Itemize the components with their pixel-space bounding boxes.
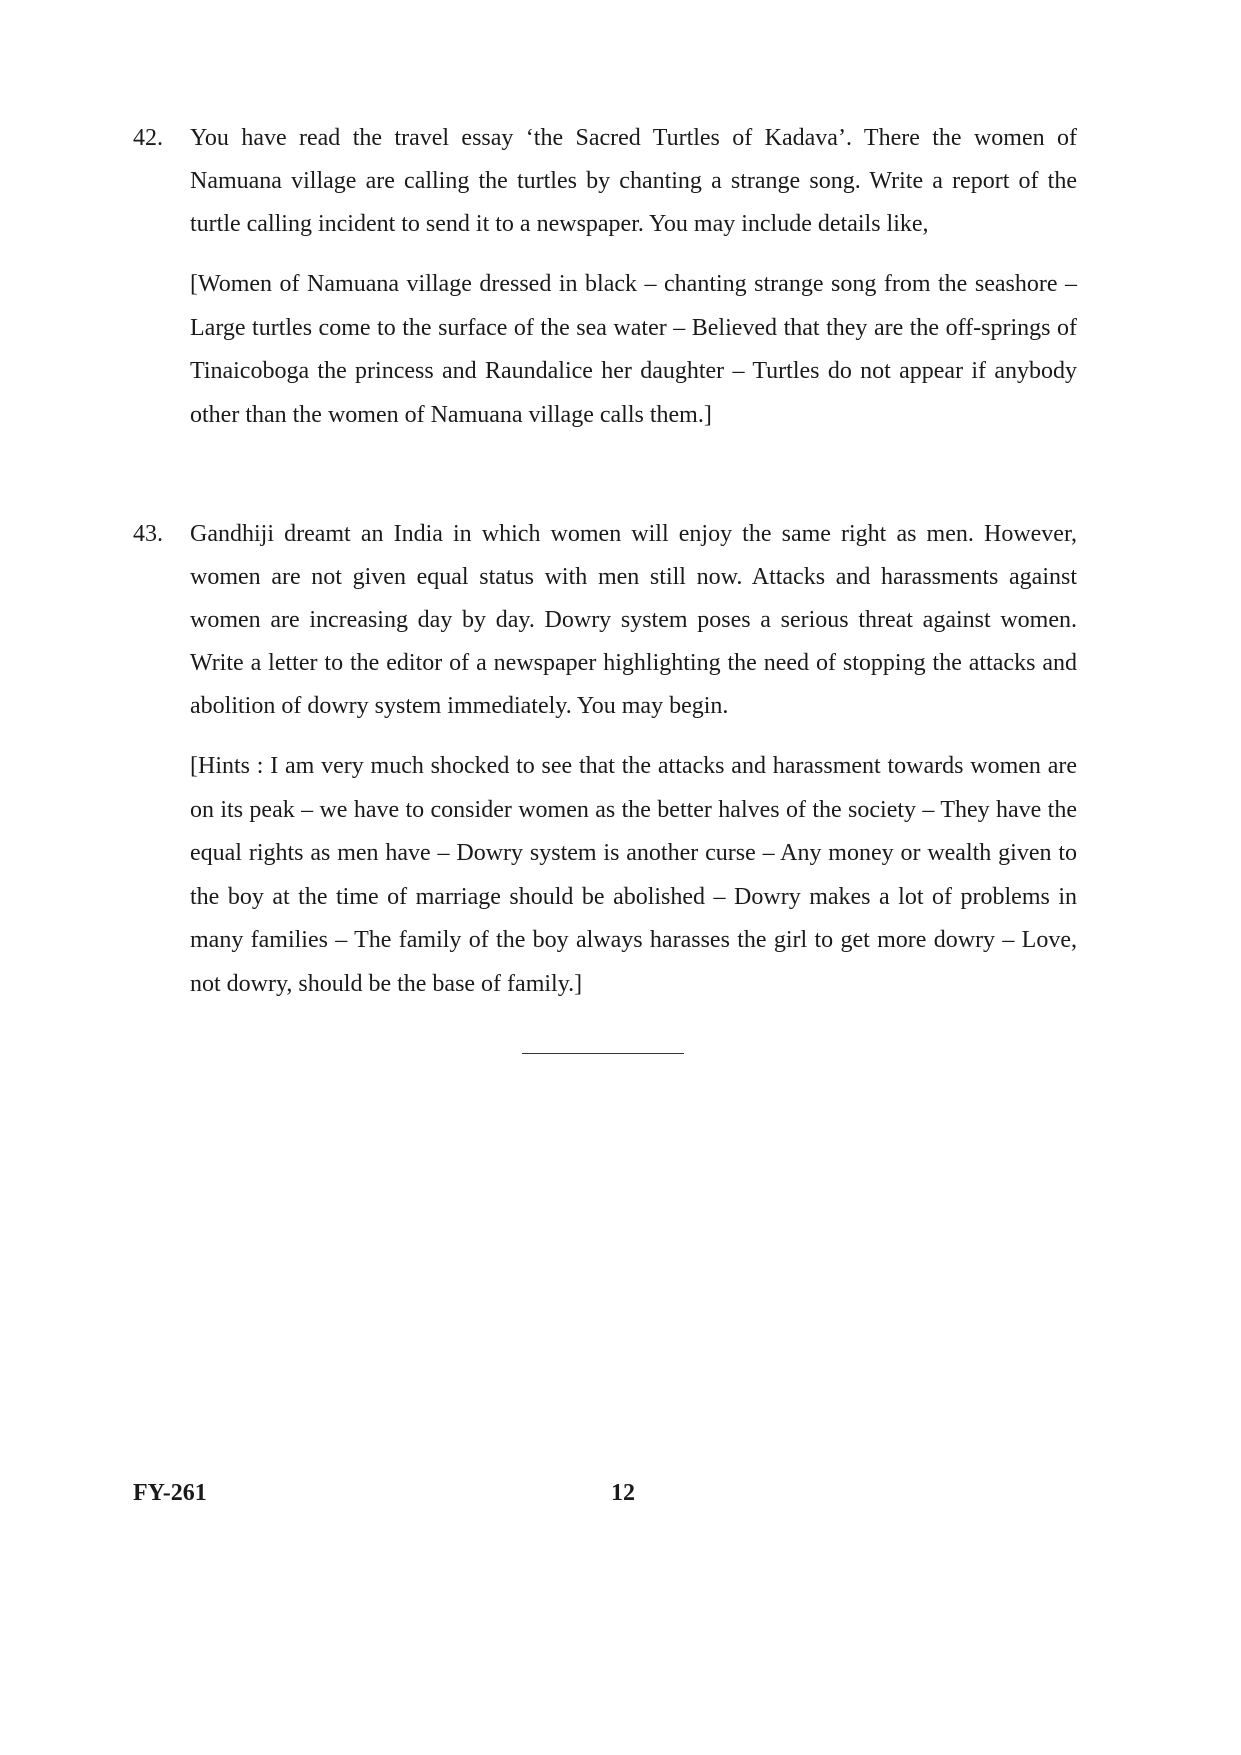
question-number: 42. xyxy=(133,125,163,151)
question-text: Gandhiji dreamt an India in which women will enjoy the same right as men. However, women are not given equal status with men still now. Attacks and harassments against women are increasing day by day. Dowry system poses a serious threat against women. Write a letter to the editor of a newspaper highlighting the need of stopping the attacks and abolition of dowry system immediately. You may begin. xyxy=(190,521,1077,719)
end-divider xyxy=(522,1053,684,1054)
page-number: 12 xyxy=(611,1480,635,1506)
question-text: You have read the travel essay ‘the Sacred Turtles of Kadava’. There the women of Namuana village are calling the turtles by chanting a strange song. Write a report of the turtle calling incident to send it to a newspaper. You may include details like, xyxy=(190,125,1077,237)
question-body xyxy=(190,117,1077,437)
paper-code: FY-261 xyxy=(133,1480,207,1506)
question-hint: [Women of Namuana village dressed in black – chanting strange song from the seashore – Large turtles come to the surface of the sea water – Believed that they are the off-springs of Tinaicoboga the princess and Raundalice her daughter – Turtles do not appear if anybody other than the women of Namuana village calls them.] xyxy=(190,271,1077,428)
question-42 xyxy=(133,117,1077,437)
question-number: 43. xyxy=(133,521,163,547)
question-body xyxy=(190,513,1077,1006)
question-hint: [Hints : I am very much shocked to see that the attacks and harassment towards women are on its peak – we have to consider women as the better halves of the society – They have the equal rights as men have – Dowry system is another curse – Any money or wealth given to the boy at the time of marriage should be abolished – Dowry makes a lot of problems in many families – The family of the boy always harasses the girl to get more dowry – Love, not dowry, should be the base of family.] xyxy=(190,753,1077,997)
question-43 xyxy=(133,513,1077,1006)
